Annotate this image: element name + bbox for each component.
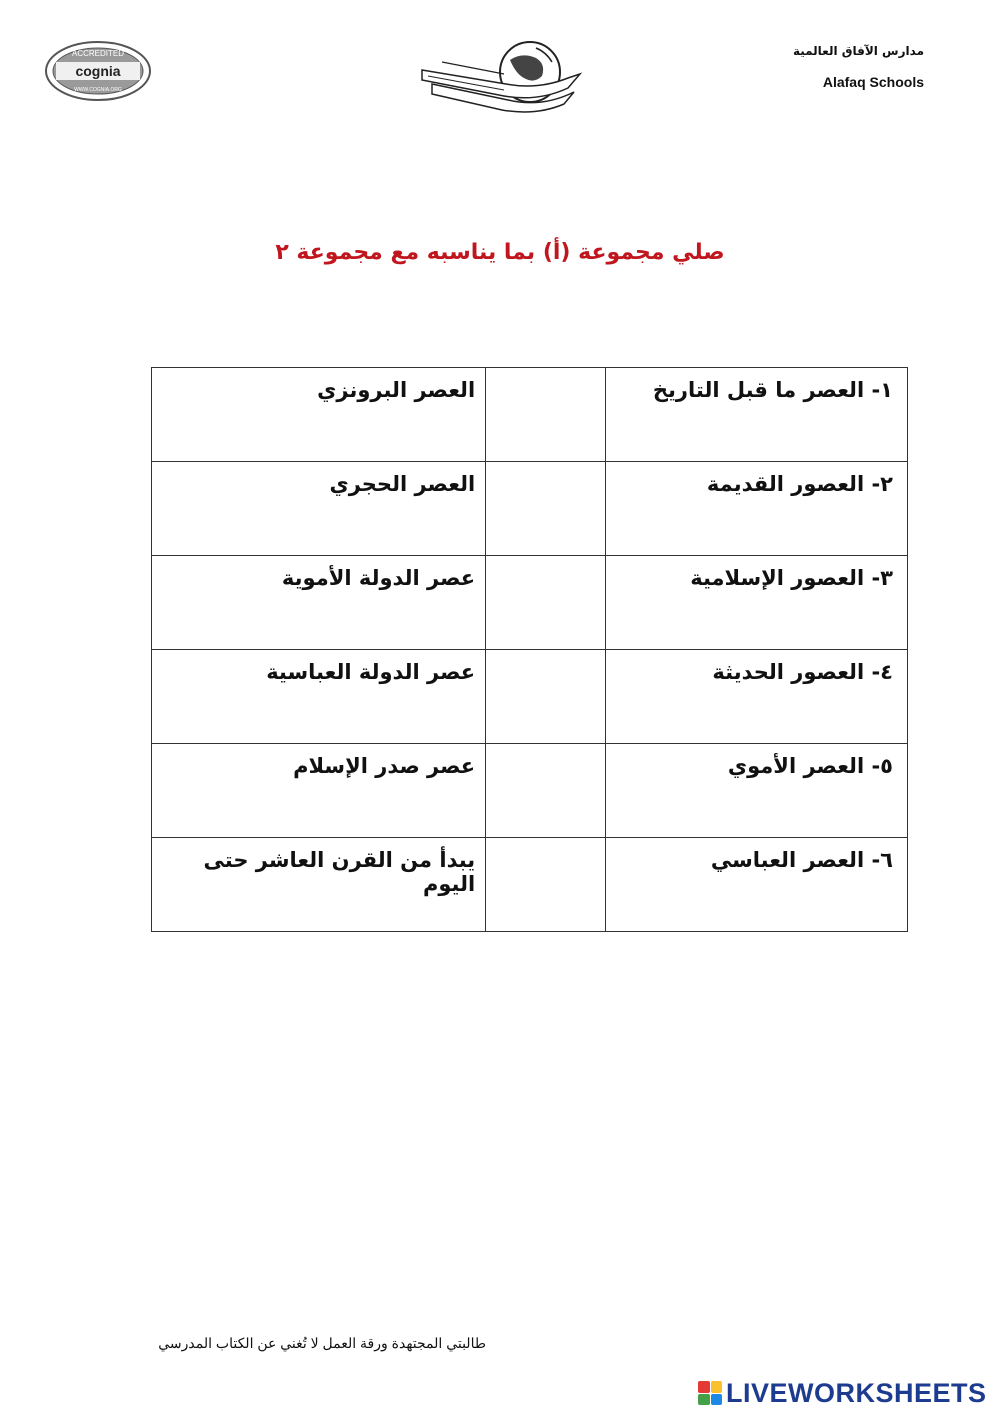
matching-table (151, 367, 908, 932)
svg-text:ACCREDITED: ACCREDITED (71, 49, 125, 58)
answer-cell[interactable] (486, 556, 606, 650)
answer-cell[interactable] (486, 368, 606, 462)
school-header (793, 44, 924, 90)
group-a-cell: ٥- العصر الأموي (605, 744, 907, 838)
group-b-cell: عصر الدولة العباسية (152, 650, 486, 744)
table-row (152, 462, 908, 556)
liveworksheets-wordmark: LIVEWORKSHEETS (726, 1377, 987, 1408)
answer-cell[interactable] (486, 650, 606, 744)
liveworksheets-icon (698, 1381, 722, 1405)
answer-cell[interactable] (486, 838, 606, 932)
group-a-cell: ٦- العصر العباسي (605, 838, 907, 932)
worksheet-instructions: صلي مجموعة (أ) بما يناسبه مع مجموعة ٢ (275, 240, 725, 265)
group-b-cell: عصر صدر الإسلام (152, 744, 486, 838)
table-row (152, 744, 908, 838)
group-b-cell: عصر الدولة الأموية (152, 556, 486, 650)
answer-cell[interactable] (486, 462, 606, 556)
liveworksheets-logo[interactable] (698, 1378, 987, 1408)
svg-text:WWW.COGNIA.ORG: WWW.COGNIA.ORG (74, 87, 122, 93)
group-a-cell: ٤- العصور الحديثة (605, 650, 907, 744)
table-row (152, 838, 908, 932)
school-name-english: Alafaq Schools (822, 74, 924, 90)
cognia-accreditation-seal (44, 40, 152, 102)
group-a-cell: ٢- العصور القديمة (605, 462, 907, 556)
table-row (152, 368, 908, 462)
group-b-cell: العصر البرونزي (152, 368, 486, 462)
school-name-arabic: مدارس الآفاق العالمية (792, 44, 924, 58)
group-a-cell: ١- العصر ما قبل التاريخ (605, 368, 907, 462)
school-globe-logo (418, 34, 588, 124)
table-row (152, 556, 908, 650)
svg-text:cognia: cognia (75, 63, 121, 79)
footer-note: طالبتي المجتهدة ورقة العمل لا تُغني عن الكتاب المدرسي (158, 1335, 486, 1351)
table-row (152, 650, 908, 744)
group-b-cell: العصر الحجري (152, 462, 486, 556)
group-a-cell: ٣- العصور الإسلامية (605, 556, 907, 650)
group-b-cell: يبدأ من القرن العاشر حتى اليوم (152, 838, 486, 932)
answer-cell[interactable] (486, 744, 606, 838)
